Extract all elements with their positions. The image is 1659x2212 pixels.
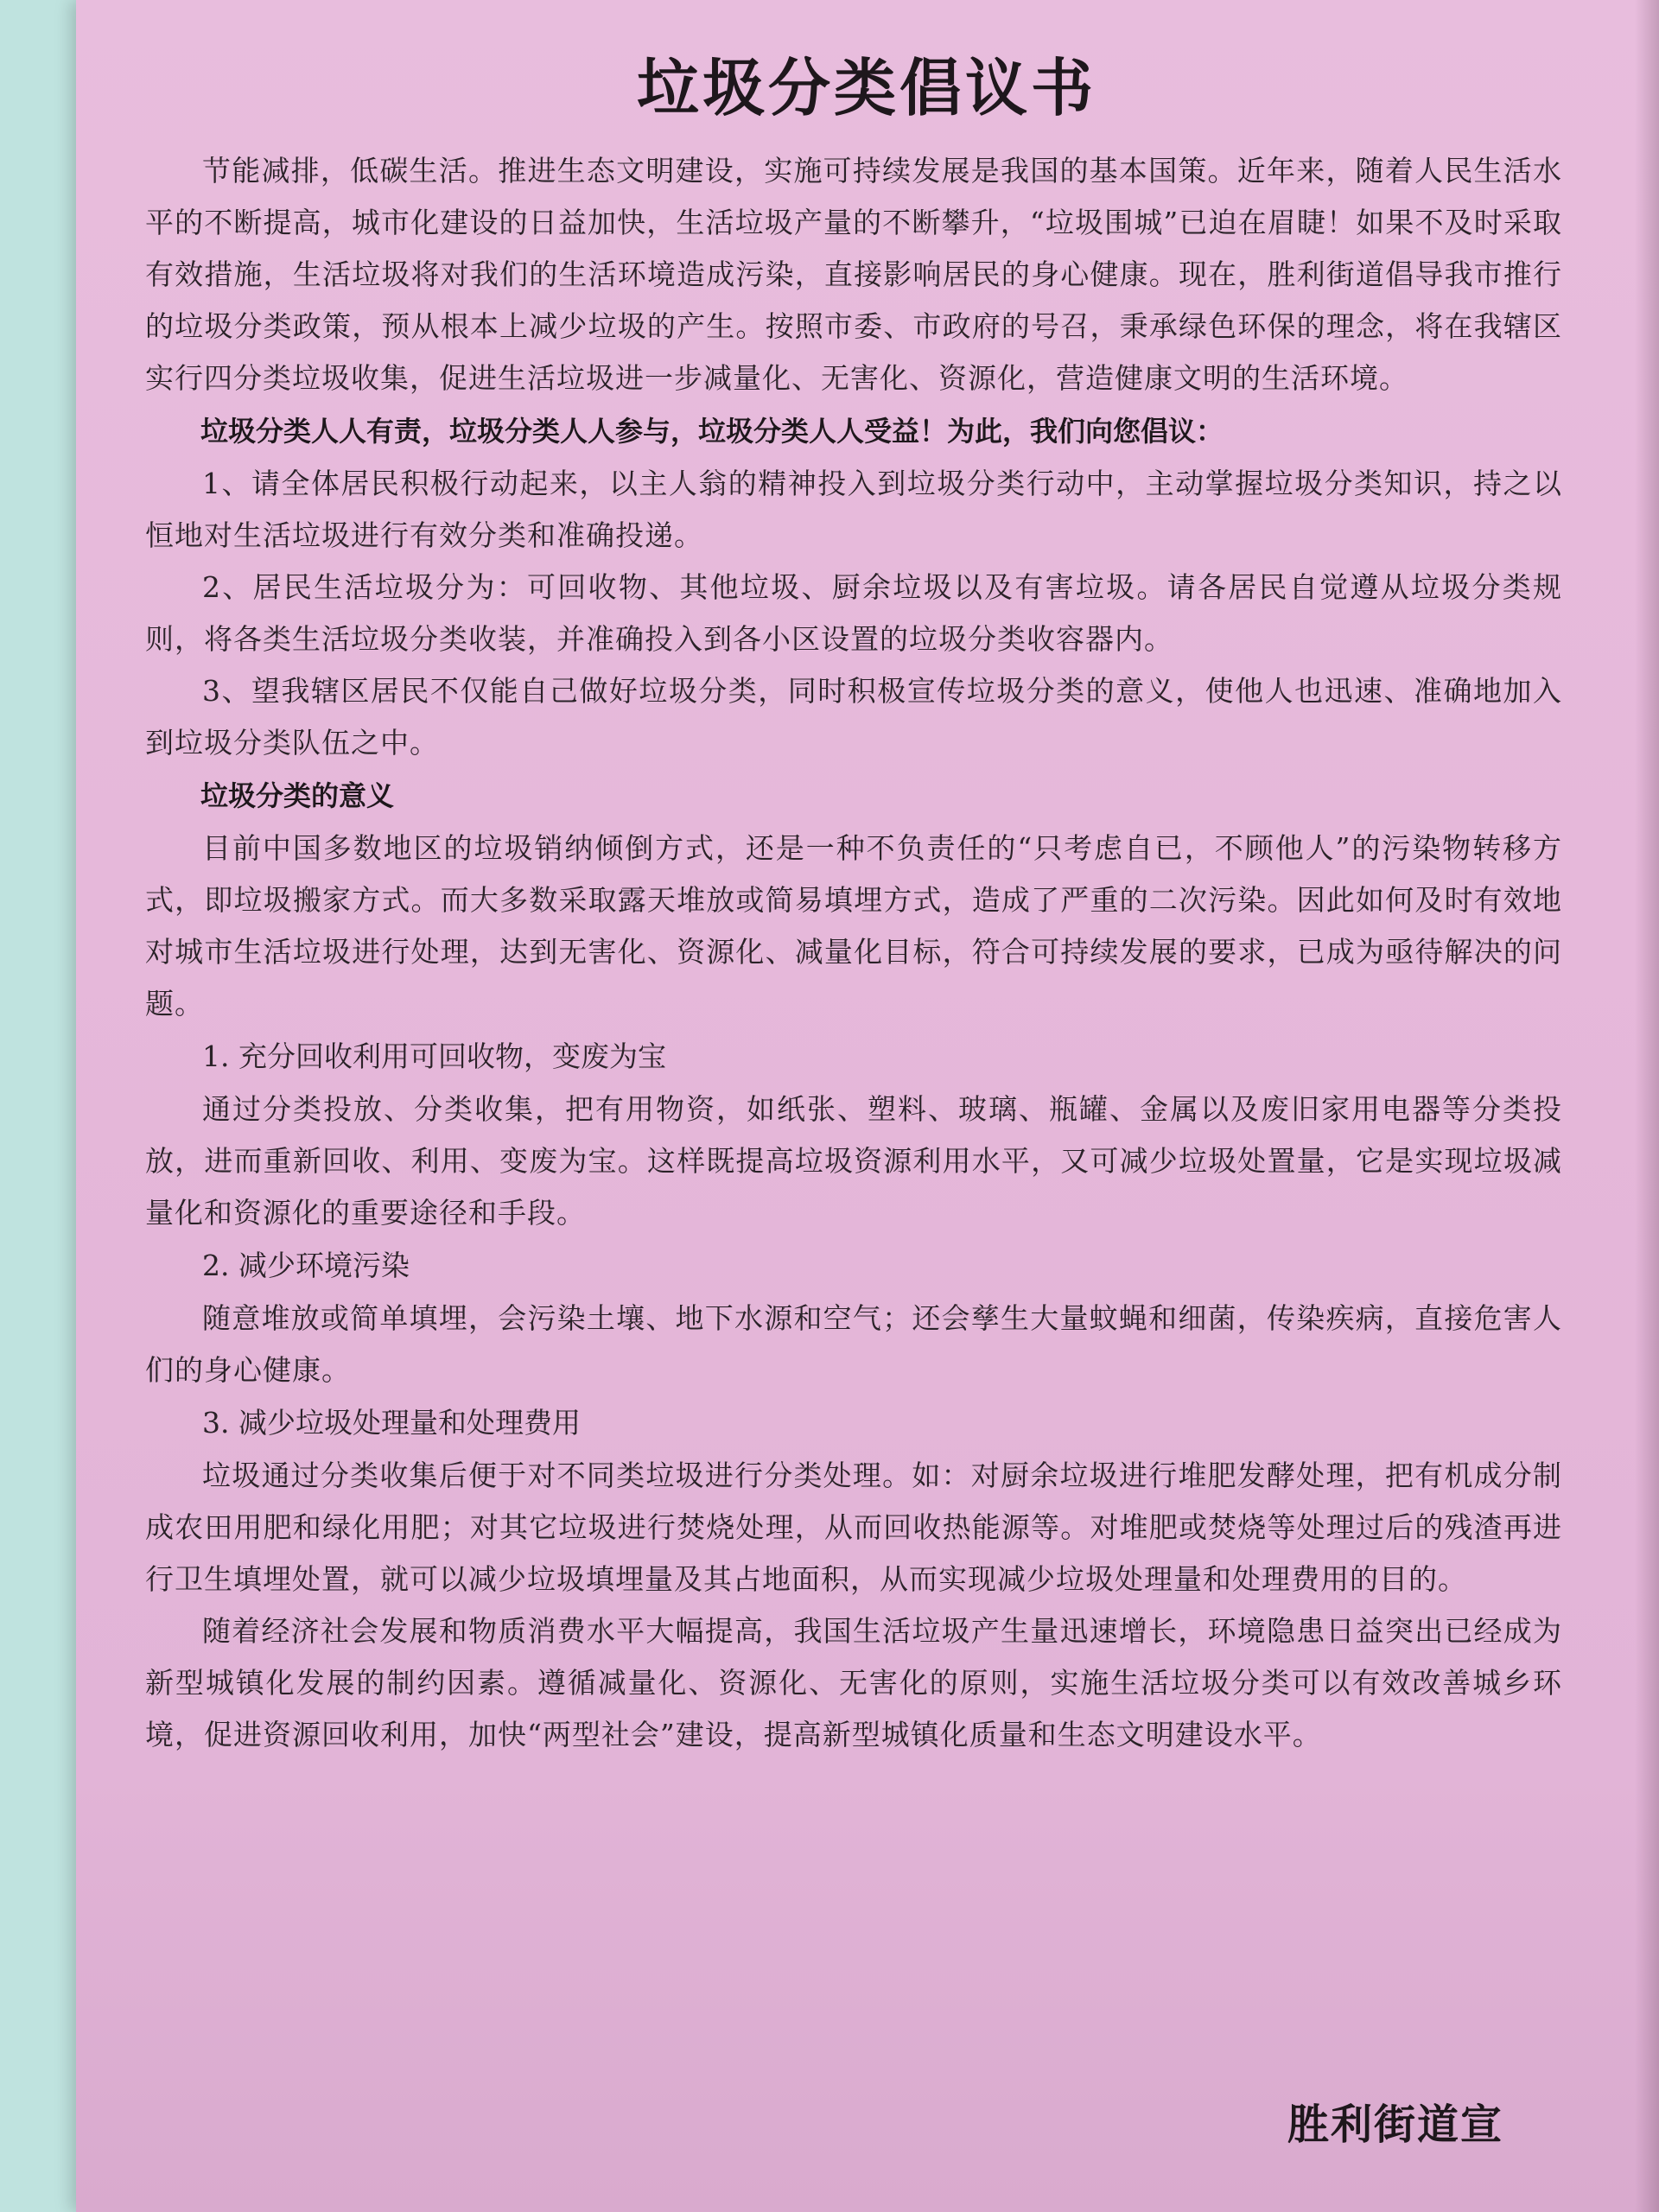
paper-edge-shadow — [1635, 0, 1659, 2212]
point-1-body: 通过分类投放、分类收集，把有用物资，如纸张、塑料、玻璃、瓶罐、金属以及废旧家用电器等分类投放，进而重新回收、利用、变废为宝。这样既提高垃圾资源利用水平，又可减少垃圾处置量，它是实现垃圾减量化和资源化的重要途径和手段。 — [145, 1092, 1562, 1230]
point-1-heading: 1. 充分回收利用可回收物，变废为宝 — [202, 1039, 666, 1073]
document-sheet — [76, 0, 1659, 2212]
intro-paragraph: 节能减排，低碳生活。推进生态文明建设，实施可持续发展是我国的基本国策。近年来，随着人民生活水平的不断提高，城市化建设的日益加快，生活垃圾产量的不断攀升，“垃圾围城”已迫在眉睫！如果不及时采取有效措施，生活垃圾将对我们的生活环境造成污染，直接影响居民的身心健康。现在，胜利街道倡导我市推行的垃圾分类政策，预从根本上减少垃圾的产生。按照市委、市政府的号召，秉承绿色环保的理念，将在我辖区实行四分类垃圾收集，促进生活垃圾进一步减量化、无害化、资源化，营造健康文明的生活环境。 — [145, 154, 1562, 395]
point-2-body: 随意堆放或简单填埋，会污染土壤、地下水源和空气；还会孳生大量蚊蝇和细菌，传染疾病，直接危害人们的身心健康。 — [145, 1301, 1562, 1387]
document-title: 垃圾分类倡议书 — [636, 52, 1096, 124]
proposal-item-1: 1、请全体居民积极行动起来，以主人翁的精神投入到垃圾分类行动中，主动掌握垃圾分类知识，持之以恒地对生活垃圾进行有效分类和准确投递。 — [145, 467, 1562, 552]
signature: 胜利街道宣 — [1287, 2101, 1503, 2149]
point-2-heading: 2. 减少环境污染 — [202, 1249, 410, 1282]
conclusion-paragraph: 随着经济社会发展和物质消费水平大幅提高，我国生活垃圾产生量迅速增长，环境隐患日益突出已经成为新型城镇化发展的制约因素。遵循减量化、资源化、无害化的原则，实施生活垃圾分类可以有效改善城乡环境，促进资源回收利用，加快“两型社会”建设，提高新型城镇化质量和生态文明建设水平。 — [145, 1614, 1562, 1751]
point-3-heading: 3. 减少垃圾处理量和处理费用 — [202, 1406, 581, 1440]
point-3-body: 垃圾通过分类收集后便于对不同类垃圾进行分类处理。如：对厨余垃圾进行堆肥发酵处理，把有机成分制成农田用肥和绿化用肥；对其它垃圾进行焚烧处理，从而回收热能源等。对堆肥或焚烧等处理过后的残渣再进行卫生填埋处置，就可以减少垃圾填埋量及其占地面积，从而实现减少垃圾处理量和处理费用的目的。 — [145, 1459, 1562, 1596]
proposal-item-3: 3、望我辖区居民不仅能自己做好垃圾分类，同时积极宣传垃圾分类的意义，使他人也迅速、准确地加入到垃圾分类队伍之中。 — [145, 674, 1562, 760]
significance-intro: 目前中国多数地区的垃圾销纳倾倒方式，还是一种不负责任的“只考虑自已，不顾他人”的污染物转移方式，即垃圾搬家方式。而大多数采取露天堆放或简易填埋方式，造成了严重的二次污染。因此如何及时有效地对城市生活垃圾进行处理，达到无害化、资源化、减量化目标，符合可持续发展的要求，已成为亟待解决的问题。 — [145, 831, 1562, 1020]
document-body — [145, 38, 1562, 1761]
call-to-action-line: 垃圾分类人人有责，垃圾分类人人参与，垃圾分类人人受益！为此，我们向您倡议： — [200, 415, 1224, 448]
significance-heading: 垃圾分类的意义 — [200, 779, 395, 812]
proposal-item-2: 2、居民生活垃圾分为：可回收物、其他垃圾、厨余垃圾以及有害垃圾。请各居民自觉遵从垃圾分类规则，将各类生活垃圾分类收装，并准确投入到各小区设置的垃圾分类收容器内。 — [145, 570, 1562, 656]
